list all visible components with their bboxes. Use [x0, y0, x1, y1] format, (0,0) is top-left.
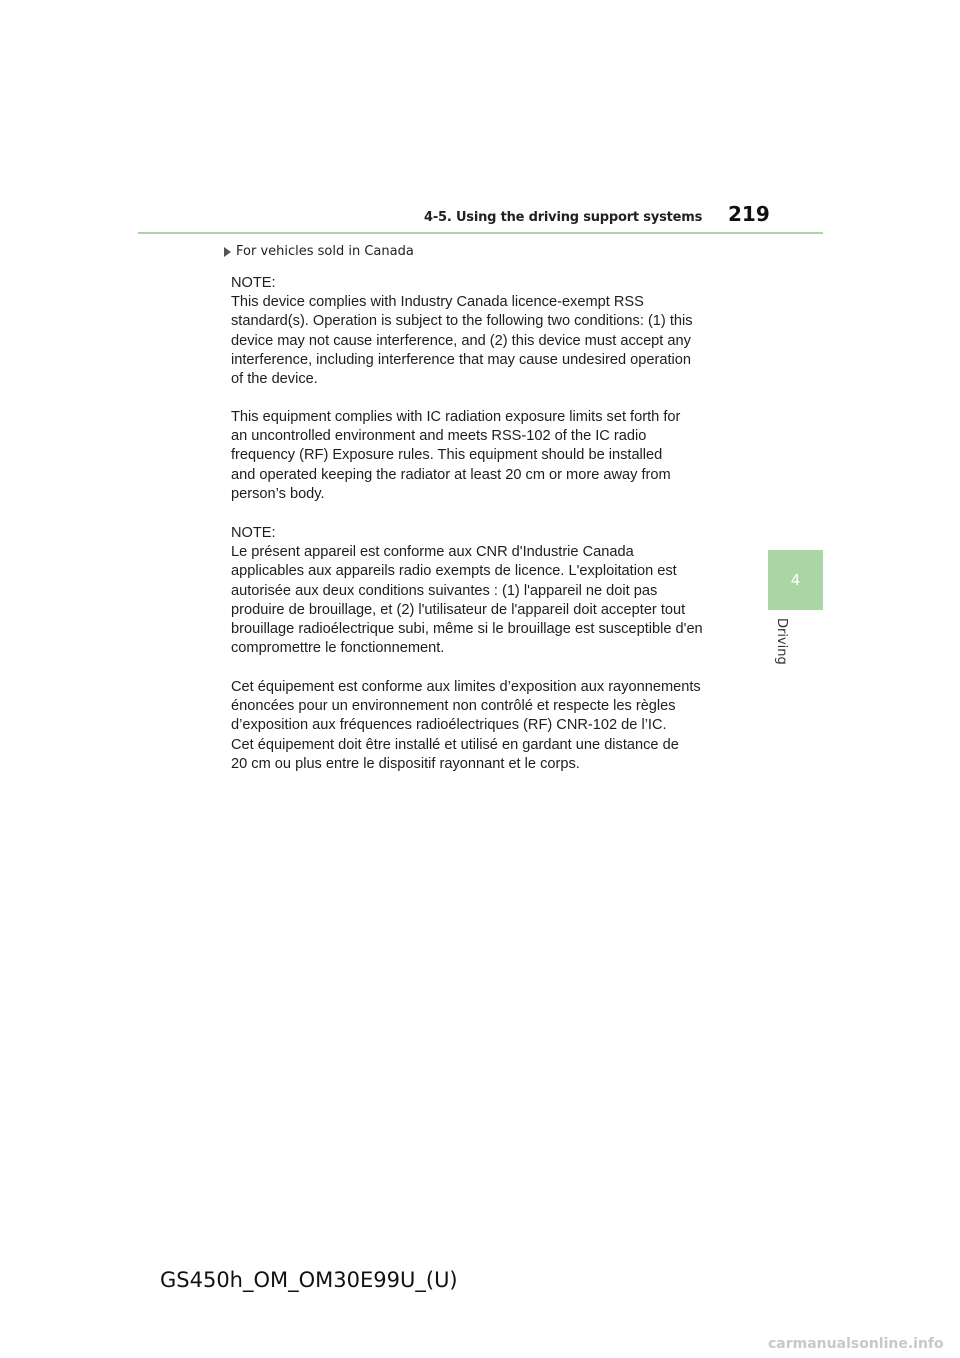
notice-line: NOTE:	[231, 275, 276, 291]
notice-line: person’s body.	[231, 485, 325, 502]
triangle-bullet-icon	[224, 247, 231, 257]
notice-block-english-1	[231, 274, 736, 389]
notice-line: applicables aux appareils radio exempts de licence. L'exploitation est	[231, 563, 677, 580]
notice-line: device may not cause interference, and (2) this device must accept any	[231, 332, 691, 349]
notice-block-french-2	[231, 678, 736, 774]
notice-line: 20 cm ou plus entre le dispositif rayonnant et le corps.	[231, 755, 580, 772]
section-title: 4-5. Using the driving support systems	[424, 210, 703, 225]
chapter-tab	[768, 550, 823, 610]
chapter-number: 4	[790, 571, 801, 589]
notice-line: produire de brouillage, et (2) l'utilisateur de l'appareil doit accepter tout	[231, 601, 686, 618]
notice-line: énoncées pour un environnement non contrôlé et respecte les règles	[231, 698, 676, 715]
watermark: carmanualsonline.info	[768, 1336, 944, 1352]
notice-line: NOTE:	[231, 525, 276, 541]
notice-line: compromettre le fonctionnement.	[231, 640, 445, 657]
notice-line: Le présent appareil est conforme aux CNR d'Industrie Canada	[231, 544, 634, 561]
notice-line: standard(s). Operation is subject to the following two conditions: (1) this	[231, 313, 693, 330]
notice-line: of the device.	[231, 371, 318, 388]
page-number: 219	[728, 202, 770, 226]
header-rule	[138, 232, 823, 234]
notice-line: d’exposition aux fréquences radioélectriques (RF) CNR-102 de l’IC.	[231, 717, 667, 734]
notice-block-french-1	[231, 524, 736, 658]
notice-line: and operated keeping the radiator at least 20 cm or more away from	[231, 466, 671, 483]
notice-line: Cet équipement est conforme aux limites d’exposition aux rayonnements	[231, 679, 701, 695]
notice-line: brouillage radioélectrique subi, même si le brouillage est susceptible d'en	[231, 621, 703, 638]
manual-code: GS450h_OM_OM30E99U_(U)	[160, 1268, 458, 1292]
notice-line: interference, including interference that may cause undesired operation	[231, 351, 691, 368]
notice-line: an uncontrolled environment and meets RSS-102 of the IC radio	[231, 428, 647, 445]
notice-line: frequency (RF) Exposure rules. This equipment should be installed	[231, 447, 663, 464]
notice-block-english-2	[231, 408, 736, 504]
chapter-label: Driving	[774, 618, 789, 665]
notice-line: autorisée aux deux conditions suivantes : (1) l'appareil ne doit pas	[231, 582, 658, 599]
bullet-text: For vehicles sold in Canada	[236, 244, 414, 259]
notice-line: Cet équipement doit être installé et utilisé en gardant une distance de	[231, 736, 679, 753]
notice-line: This device complies with Industry Canada licence-exempt RSS	[231, 294, 644, 311]
notice-line: This equipment complies with IC radiation exposure limits set forth for	[231, 409, 681, 425]
bullet-item	[224, 244, 414, 259]
